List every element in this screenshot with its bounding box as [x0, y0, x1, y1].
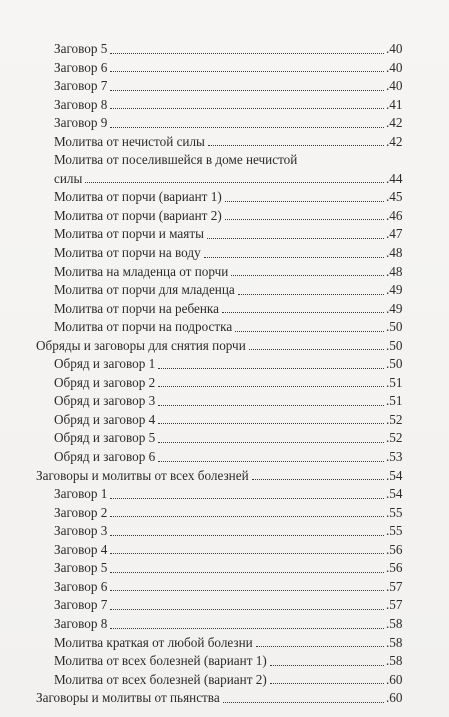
dot-leader — [85, 182, 384, 183]
dot-leader — [110, 590, 384, 591]
toc-page-number: .55 — [386, 523, 403, 539]
toc-page-number: .52 — [386, 430, 403, 446]
dot-leader — [270, 665, 384, 666]
toc-entry-title: Обряд и заговор 4 — [54, 411, 156, 427]
toc-entry — [0, 281, 416, 300]
toc-entry-title: Обряд и заговор 6 — [54, 449, 156, 465]
toc-page-number: .60 — [386, 690, 403, 706]
toc-entry — [0, 448, 416, 467]
toc-entry — [0, 300, 416, 319]
dot-leader — [110, 572, 384, 573]
toc-entry-title: Заговор 8 — [54, 96, 108, 112]
dot-leader — [110, 628, 384, 629]
toc-entry-title: Молитва от всех болезней (вариант 2) — [54, 671, 267, 687]
toc-page-number: .51 — [386, 374, 403, 390]
dot-leader — [110, 535, 384, 536]
toc-entry-title: Молитва на младенца от порчи — [54, 263, 229, 279]
toc-entry-title: Заговор 4 — [54, 541, 108, 557]
dot-leader — [110, 71, 384, 72]
dot-leader — [238, 294, 384, 295]
toc-entry — [0, 671, 416, 690]
toc-entry — [0, 504, 416, 523]
dot-leader — [158, 423, 384, 424]
toc-entry-title: Молитва от порчи на подростка — [54, 319, 233, 335]
toc-entry — [0, 374, 416, 393]
dot-leader — [252, 479, 384, 480]
toc-page-number: .50 — [386, 356, 403, 372]
toc-entry — [0, 244, 416, 263]
toc-entry-title: Молитва от всех болезней (вариант 1) — [54, 653, 267, 669]
toc-entry — [0, 133, 416, 152]
toc-page-number: .50 — [386, 337, 403, 353]
dot-leader — [110, 498, 384, 499]
toc-entry-title: Молитва от порчи и маяты — [54, 226, 204, 242]
toc-entry-title: Молитва от порчи на воду — [54, 245, 201, 261]
toc-entry — [0, 615, 416, 634]
toc-page-number: .56 — [386, 541, 403, 557]
toc-entry-title: Заговор 1 — [54, 486, 108, 502]
toc-entry-title: Заговор 9 — [54, 115, 108, 131]
toc-entry — [0, 485, 416, 504]
dot-leader — [207, 238, 384, 239]
toc-entry-title: Заговор 3 — [54, 523, 108, 539]
toc-entry — [0, 151, 416, 170]
dot-leader — [110, 90, 384, 91]
toc-entry — [0, 578, 416, 597]
toc-page-number: .49 — [386, 282, 403, 298]
toc-page-number: .51 — [386, 393, 403, 409]
toc-page-number: .58 — [386, 615, 403, 631]
toc-entry — [0, 188, 416, 207]
dot-leader — [158, 386, 384, 387]
dot-leader — [110, 108, 384, 109]
toc-entry — [0, 355, 416, 374]
dot-leader — [158, 405, 384, 406]
toc-entry-title: Молитва от поселившейся в доме нечистой — [54, 152, 298, 168]
toc-entry-title: Заговор 8 — [54, 615, 108, 631]
dot-leader — [225, 201, 384, 202]
toc-entry — [0, 652, 416, 671]
dot-leader — [110, 127, 384, 128]
toc-entry-title: Обряд и заговор 5 — [54, 430, 156, 446]
toc-page-number: .40 — [386, 59, 403, 75]
toc-entry-title: Обряд и заговор 2 — [54, 374, 156, 390]
toc-page-number: .41 — [386, 96, 403, 112]
toc-entry — [0, 411, 416, 430]
toc-entry-title: Молитва от порчи (вариант 1) — [54, 189, 222, 205]
toc-entry — [0, 207, 416, 226]
dot-leader — [158, 368, 384, 369]
toc-entry-title: Обряд и заговор 1 — [54, 356, 156, 372]
toc-page-number: .48 — [386, 263, 403, 279]
toc-page-number: .40 — [386, 41, 403, 56]
dot-leader — [110, 53, 384, 54]
dot-leader — [223, 702, 384, 703]
dot-leader — [204, 257, 384, 258]
toc-page-number: .42 — [386, 133, 403, 149]
dot-leader — [158, 461, 384, 462]
toc-entry-title: Заговор 2 — [54, 504, 108, 520]
toc-entry-title: Заговор 7 — [54, 597, 108, 613]
toc-page-number: .49 — [386, 300, 403, 316]
toc-entry — [0, 77, 416, 96]
toc-entry-title: Заговоры и молитвы от всех болезней — [36, 467, 249, 483]
toc-page-number: .46 — [386, 207, 403, 223]
toc-entry-title: Молитва от порчи на ребенка — [54, 300, 219, 316]
toc-page-number: .58 — [386, 634, 403, 650]
toc-entry-title: Обряд и заговор 3 — [54, 393, 156, 409]
toc-entry-title: Молитва от нечистой силы — [54, 133, 205, 149]
toc-page-number: .47 — [386, 226, 403, 242]
dot-leader — [110, 609, 384, 610]
toc-page-number: .58 — [386, 653, 403, 669]
toc-section-entry — [0, 337, 416, 356]
toc-page-number: .48 — [386, 245, 403, 261]
dot-leader — [158, 442, 384, 443]
toc-entry-title: Молитва от порчи (вариант 2) — [54, 207, 222, 223]
toc-entry-title: Заговор 6 — [54, 59, 108, 75]
dot-leader — [231, 275, 384, 276]
toc-entry — [0, 40, 416, 59]
toc-entry — [0, 96, 416, 115]
dot-leader — [270, 683, 384, 684]
toc-page-number: .40 — [386, 78, 403, 94]
toc-page-number: .56 — [386, 560, 403, 576]
toc-entry-title: Заговоры и молитвы от пьянства — [36, 690, 220, 706]
dot-leader — [225, 219, 384, 220]
toc-page-number: .54 — [386, 467, 403, 483]
toc-entry — [0, 59, 416, 78]
toc-page-number: .57 — [386, 597, 403, 613]
toc-entry-title: Заговор 6 — [54, 578, 108, 594]
dot-leader — [110, 553, 384, 554]
dot-leader — [110, 516, 384, 517]
toc-page-number: .44 — [386, 170, 403, 186]
toc-page-number: .45 — [386, 189, 403, 205]
toc-entry — [0, 429, 416, 448]
toc-page-number: .50 — [386, 319, 403, 335]
toc-entry — [0, 263, 416, 282]
toc-entry-title: Заговор 5 — [54, 41, 108, 56]
toc-section-entry — [0, 467, 416, 486]
toc-entry — [0, 318, 416, 337]
toc-entry — [0, 170, 416, 189]
toc-entry — [0, 114, 416, 133]
toc-page-number: .52 — [386, 411, 403, 427]
toc-entry — [0, 522, 416, 541]
toc-entry-title: Обряды и заговоры для снятия порчи — [36, 337, 246, 353]
toc-section-entry — [0, 689, 416, 708]
toc-page-number: .57 — [386, 578, 403, 594]
dot-leader — [235, 331, 384, 332]
toc-page-number: .55 — [386, 504, 403, 520]
toc-entry — [0, 634, 416, 653]
dot-leader — [256, 646, 384, 647]
dot-leader — [208, 145, 384, 146]
toc-entry — [0, 559, 416, 578]
dot-leader — [249, 349, 384, 350]
dot-leader — [222, 312, 384, 313]
toc-page-number: .54 — [386, 486, 403, 502]
toc-page-number: .53 — [386, 449, 403, 465]
toc-page-number: .42 — [386, 115, 403, 131]
table-of-contents — [0, 40, 449, 708]
toc-page-number: .60 — [386, 671, 403, 687]
toc-entry-title: Молитва краткая от любой болезни — [54, 634, 253, 650]
toc-entry-title: Заговор 5 — [54, 560, 108, 576]
toc-entry-title: силы — [54, 170, 83, 186]
toc-entry — [0, 225, 416, 244]
toc-entry — [0, 596, 416, 615]
toc-entry-title: Молитва от порчи для младенца — [54, 282, 235, 298]
toc-entry — [0, 392, 416, 411]
toc-entry-title: Заговор 7 — [54, 78, 108, 94]
toc-entry — [0, 541, 416, 560]
